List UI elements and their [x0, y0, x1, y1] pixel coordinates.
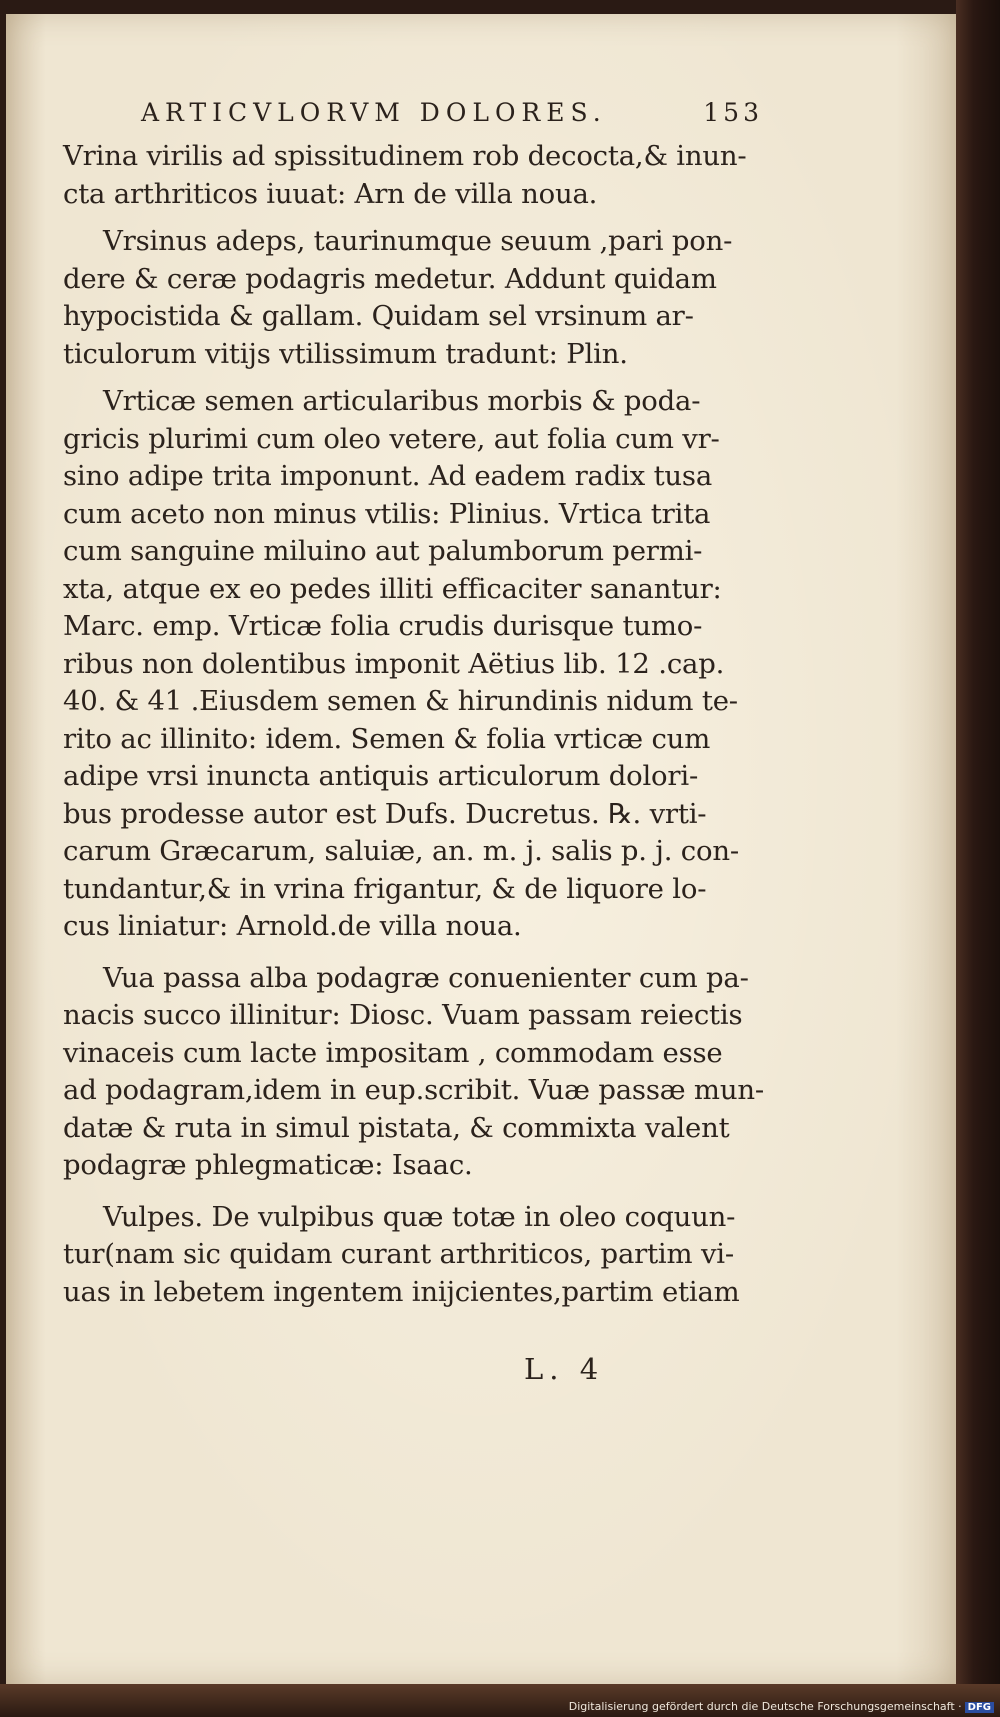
text-line: cum sanguine miluino aut palumborum permi-	[63, 535, 703, 567]
text-line: Marc. emp. Vrticæ folia crudis durisque tumo-	[63, 610, 703, 642]
text-line: Vrticæ semen articularibus morbis & poda-	[103, 385, 701, 417]
text-line: ribus non dolentibus imponit Aëtius lib. 12 .cap.	[63, 647, 725, 680]
text-line: vinaceis cum lacte impositam , commodam esse	[63, 1036, 723, 1069]
text-line: carum Græcarum, saluiæ, an. m. j. salis p. j. con-	[63, 835, 739, 867]
text-line: sino adipe trita imponunt. Ad eadem radix tusa	[63, 460, 713, 492]
text-line: cus liniatur: Arnold.de villa noua.	[63, 910, 522, 942]
text-line: rito ac illinito: idem. Semen & folia vrticæ cum	[63, 722, 711, 755]
digitization-credit	[569, 1700, 994, 1713]
text-line: ad podagram,idem in eup.scribit. Vuæ passæ mun-	[63, 1074, 764, 1106]
text-line: tur(nam sic quidam curant arthriticos, partim vi-	[63, 1238, 734, 1270]
book-edge-right	[956, 0, 1000, 1717]
text-line: adipe vrsi inuncta antiquis articulorum dolori-	[63, 760, 699, 792]
text-line: datæ & ruta in simul pistata, & commixta valent	[63, 1111, 730, 1144]
text-line: podagræ phlegmaticæ: Isaac.	[63, 1149, 473, 1181]
text-line: bus prodesse autor est Dufs. Ducretus. ℞. vrti-	[63, 797, 707, 830]
running-title: ARTICVLORVM DOLORES.	[141, 98, 607, 127]
text-line: cum aceto non minus vtilis: Plinius. Vrtica trita	[63, 497, 711, 530]
page-number: 153	[703, 98, 763, 127]
text-line: gricis plurimi cum oleo vetere, aut folia cum vr-	[63, 422, 720, 455]
text-line: ticulorum vitijs vtilissimum tradunt: Plin.	[63, 337, 628, 370]
text-line: cta arthriticos iuuat: Arn de villa noua.	[63, 177, 598, 210]
text-line: hypocistida & gallam. Quidam sel vrsinum ar-	[63, 300, 694, 332]
text-line: Vua passa alba podagræ conuenienter cum pa-	[103, 961, 749, 994]
text-line: tundantur,& in vrina frigantur, & de liquore lo-	[63, 872, 707, 905]
text-line: xta, atque ex eo pedes illiti efficaciter sanantur:	[63, 572, 722, 605]
body-text	[63, 138, 763, 1311]
text-line: Vrsinus adeps, taurinumque seuum ,pari pon-	[103, 225, 733, 257]
page-header	[141, 98, 763, 138]
signature-mark: L. 4	[524, 1352, 605, 1386]
text-line: Vrina virilis ad spissitudinem rob decocta,& inun-	[63, 140, 747, 172]
book-page	[6, 14, 956, 1684]
credit-text: Digitalisierung gefördert durch die Deutsche Forschungsgemeinschaft ·	[568, 1700, 962, 1713]
text-line: Vulpes. De vulpibus quæ totæ in oleo coquun-	[103, 1200, 736, 1233]
text-line: 40. & 41 .Eiusdem semen & hirundinis nidum te-	[63, 685, 738, 717]
text-line: dere & ceræ podagris medetur. Addunt quidam	[63, 262, 717, 295]
page-text	[63, 98, 763, 1311]
text-line: uas in lebetem ingentem inijcientes,partim etiam	[63, 1275, 740, 1308]
dfg-logo: DFG	[965, 1702, 994, 1713]
text-line: nacis succo illinitur: Diosc. Vuam passam reiectis	[63, 999, 743, 1031]
